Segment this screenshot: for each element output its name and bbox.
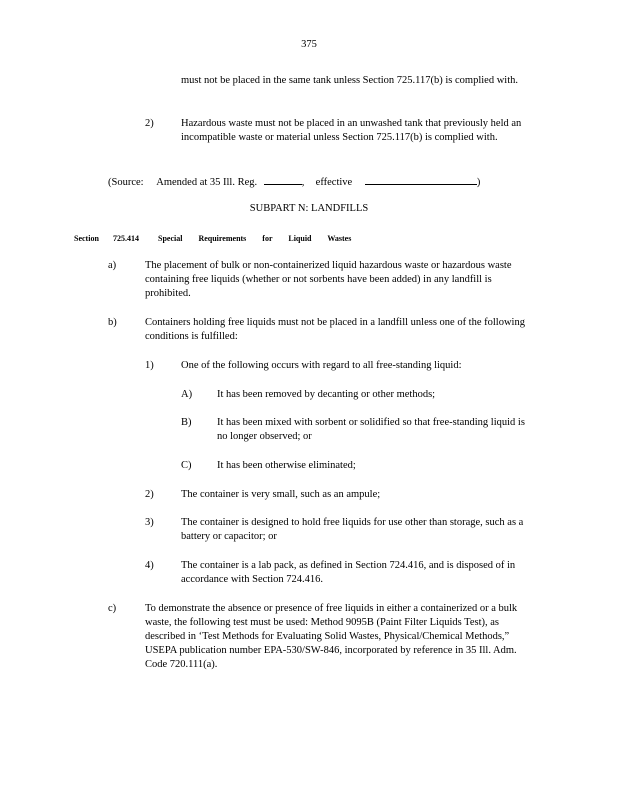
source-effective: effective bbox=[315, 177, 353, 188]
item-label-b1: 1) bbox=[145, 360, 154, 371]
source-close: ) bbox=[476, 177, 481, 188]
item-label-b: b) bbox=[108, 317, 117, 328]
section-title: Special Requirements for Liquid Wastes bbox=[158, 234, 352, 243]
source-open: (Source: bbox=[108, 177, 144, 188]
item-label-a: a) bbox=[108, 260, 117, 271]
item-text-bC: It has been otherwise eliminated; bbox=[217, 460, 356, 471]
item-label-bC: C) bbox=[181, 460, 192, 471]
source-comma: , bbox=[301, 177, 305, 188]
item-text-c: To demonstrate the absence or presence of free liquids in either a containerized or a bulk waste, the following test must be used: Method 9095B (Paint Filter Liquids Test), as described in ‘Test Methods for Evaluating Solid Wastes, Physical/Chemical Methods,” USEPA publication number EPA-530/SW-846, incorporated by reference in 35 Ill. Adm. Code 720.111(a). bbox=[145, 603, 518, 670]
item-text-b3: The container is designed to hold free liquids for use other than storage, such as a battery or capacitor; or bbox=[181, 517, 524, 542]
item-text-b2: The container is very small, such as an ampule; bbox=[181, 489, 381, 500]
section-label: Section bbox=[74, 234, 99, 243]
item-label-bB: B) bbox=[181, 417, 192, 428]
item-label-b2: 2) bbox=[145, 489, 154, 500]
item-text-a: The placement of bulk or non-containerized liquid hazardous waste or hazardous waste containing free liquids (whether or not sorbents have been added) in any landfill is prohibited. bbox=[145, 260, 512, 299]
item-label-b3: 3) bbox=[145, 517, 154, 528]
item-text-b1: One of the following occurs with regard to all free-standing liquid: bbox=[181, 360, 462, 371]
item-text-b4: The container is a lab pack, as defined in Section 724.416, and is disposed of in accordance with Section 724.416. bbox=[181, 560, 516, 585]
source-note bbox=[108, 174, 480, 190]
subpart-title: SUBPART N: LANDFILLS bbox=[249, 203, 369, 214]
item-number: 2) bbox=[145, 118, 154, 129]
continuation-text: must not be placed in the same tank unless Section 725.117(b) is complied with. bbox=[181, 75, 519, 86]
register-blank bbox=[264, 174, 302, 185]
section-number: 725.414 bbox=[113, 234, 139, 243]
source-amended: Amended at 35 Ill. Reg. bbox=[156, 177, 258, 188]
item-label-b4: 4) bbox=[145, 560, 154, 571]
page-number: 375 bbox=[301, 39, 317, 50]
item-text: Hazardous waste must not be placed in an unwashed tank that previously held an incompatible waste or material unless Section 725.117(b) is complied with. bbox=[181, 118, 522, 143]
item-label-bA: A) bbox=[181, 389, 193, 400]
item-text-bA: It has been removed by decanting or other methods; bbox=[217, 389, 436, 400]
item-text-b: Containers holding free liquids must not be placed in a landfill unless one of the following conditions is fulfilled: bbox=[145, 317, 525, 342]
item-label-c: c) bbox=[108, 603, 117, 614]
item-text-bB: It has been mixed with sorbent or solidified so that free-standing liquid is no longer observed; or bbox=[217, 417, 525, 442]
effective-date-blank bbox=[365, 174, 477, 185]
